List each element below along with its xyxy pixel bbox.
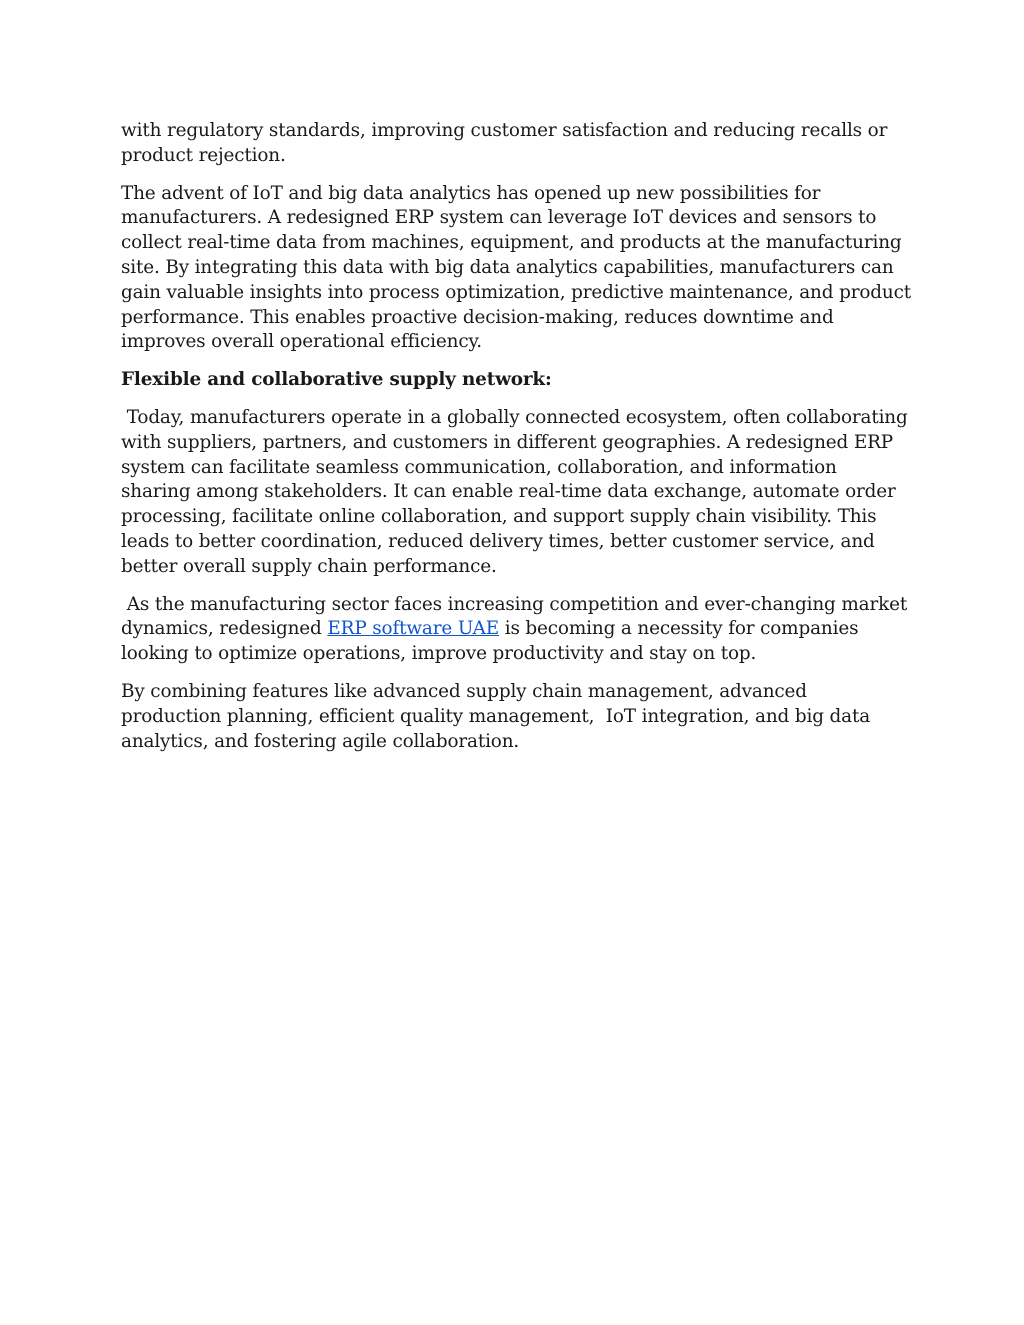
- erp-software-uae-link[interactable]: ERP software UAE: [327, 618, 500, 640]
- paragraph-erp-necessity: [121, 593, 911, 667]
- paragraph-text-after-link: is becoming a necessity for companies looking to optimize operations, improve productivity and stay on top.: [121, 618, 865, 665]
- paragraph-regulatory: with regulatory standards, improving customer satisfaction and reducing recalls or product rejection.: [121, 120, 888, 166]
- paragraph-iot-analytics: The advent of IoT and big data analytics has opened up new possibilities for manufacturers. A redesigned ERP system can leverage IoT devices and sensors to collect real-time data from machines, equipment, and products at the manufacturing site. By integrating this data with big data analytics capabilities, manufacturers can gain valuable insights into process optimization, predictive maintenance, and product performance. This enables proactive decision-making, reduces downtime and improves overall operational efficiency.: [121, 182, 911, 353]
- section-heading: Flexible and collaborative supply network:: [121, 369, 552, 391]
- paragraph-supply-network: Today, manufacturers operate in a globally connected ecosystem, often collaborating with suppliers, partners, and customers in different geographies. A redesigned ERP system can facilitate seamless communication, collaboration, and information sharing among stakeholders. It can enable real-time data exchange, automate order processing, facilitate online collaboration, and support supply chain visibility. This leads to better coordination, reduced delivery times, better customer service, and better overall supply chain performance.: [121, 406, 914, 577]
- document-body: [121, 119, 914, 767]
- paragraph-conclusion: By combining features like advanced supply chain management, advanced production planning, efficient quality management, IoT integration, and big data analytics, and fostering agile collaboration.: [121, 680, 876, 752]
- paragraph-text-before-link: As the manufacturing sector faces increasing competition and ever-changing market dynamics, redesigned: [121, 593, 913, 640]
